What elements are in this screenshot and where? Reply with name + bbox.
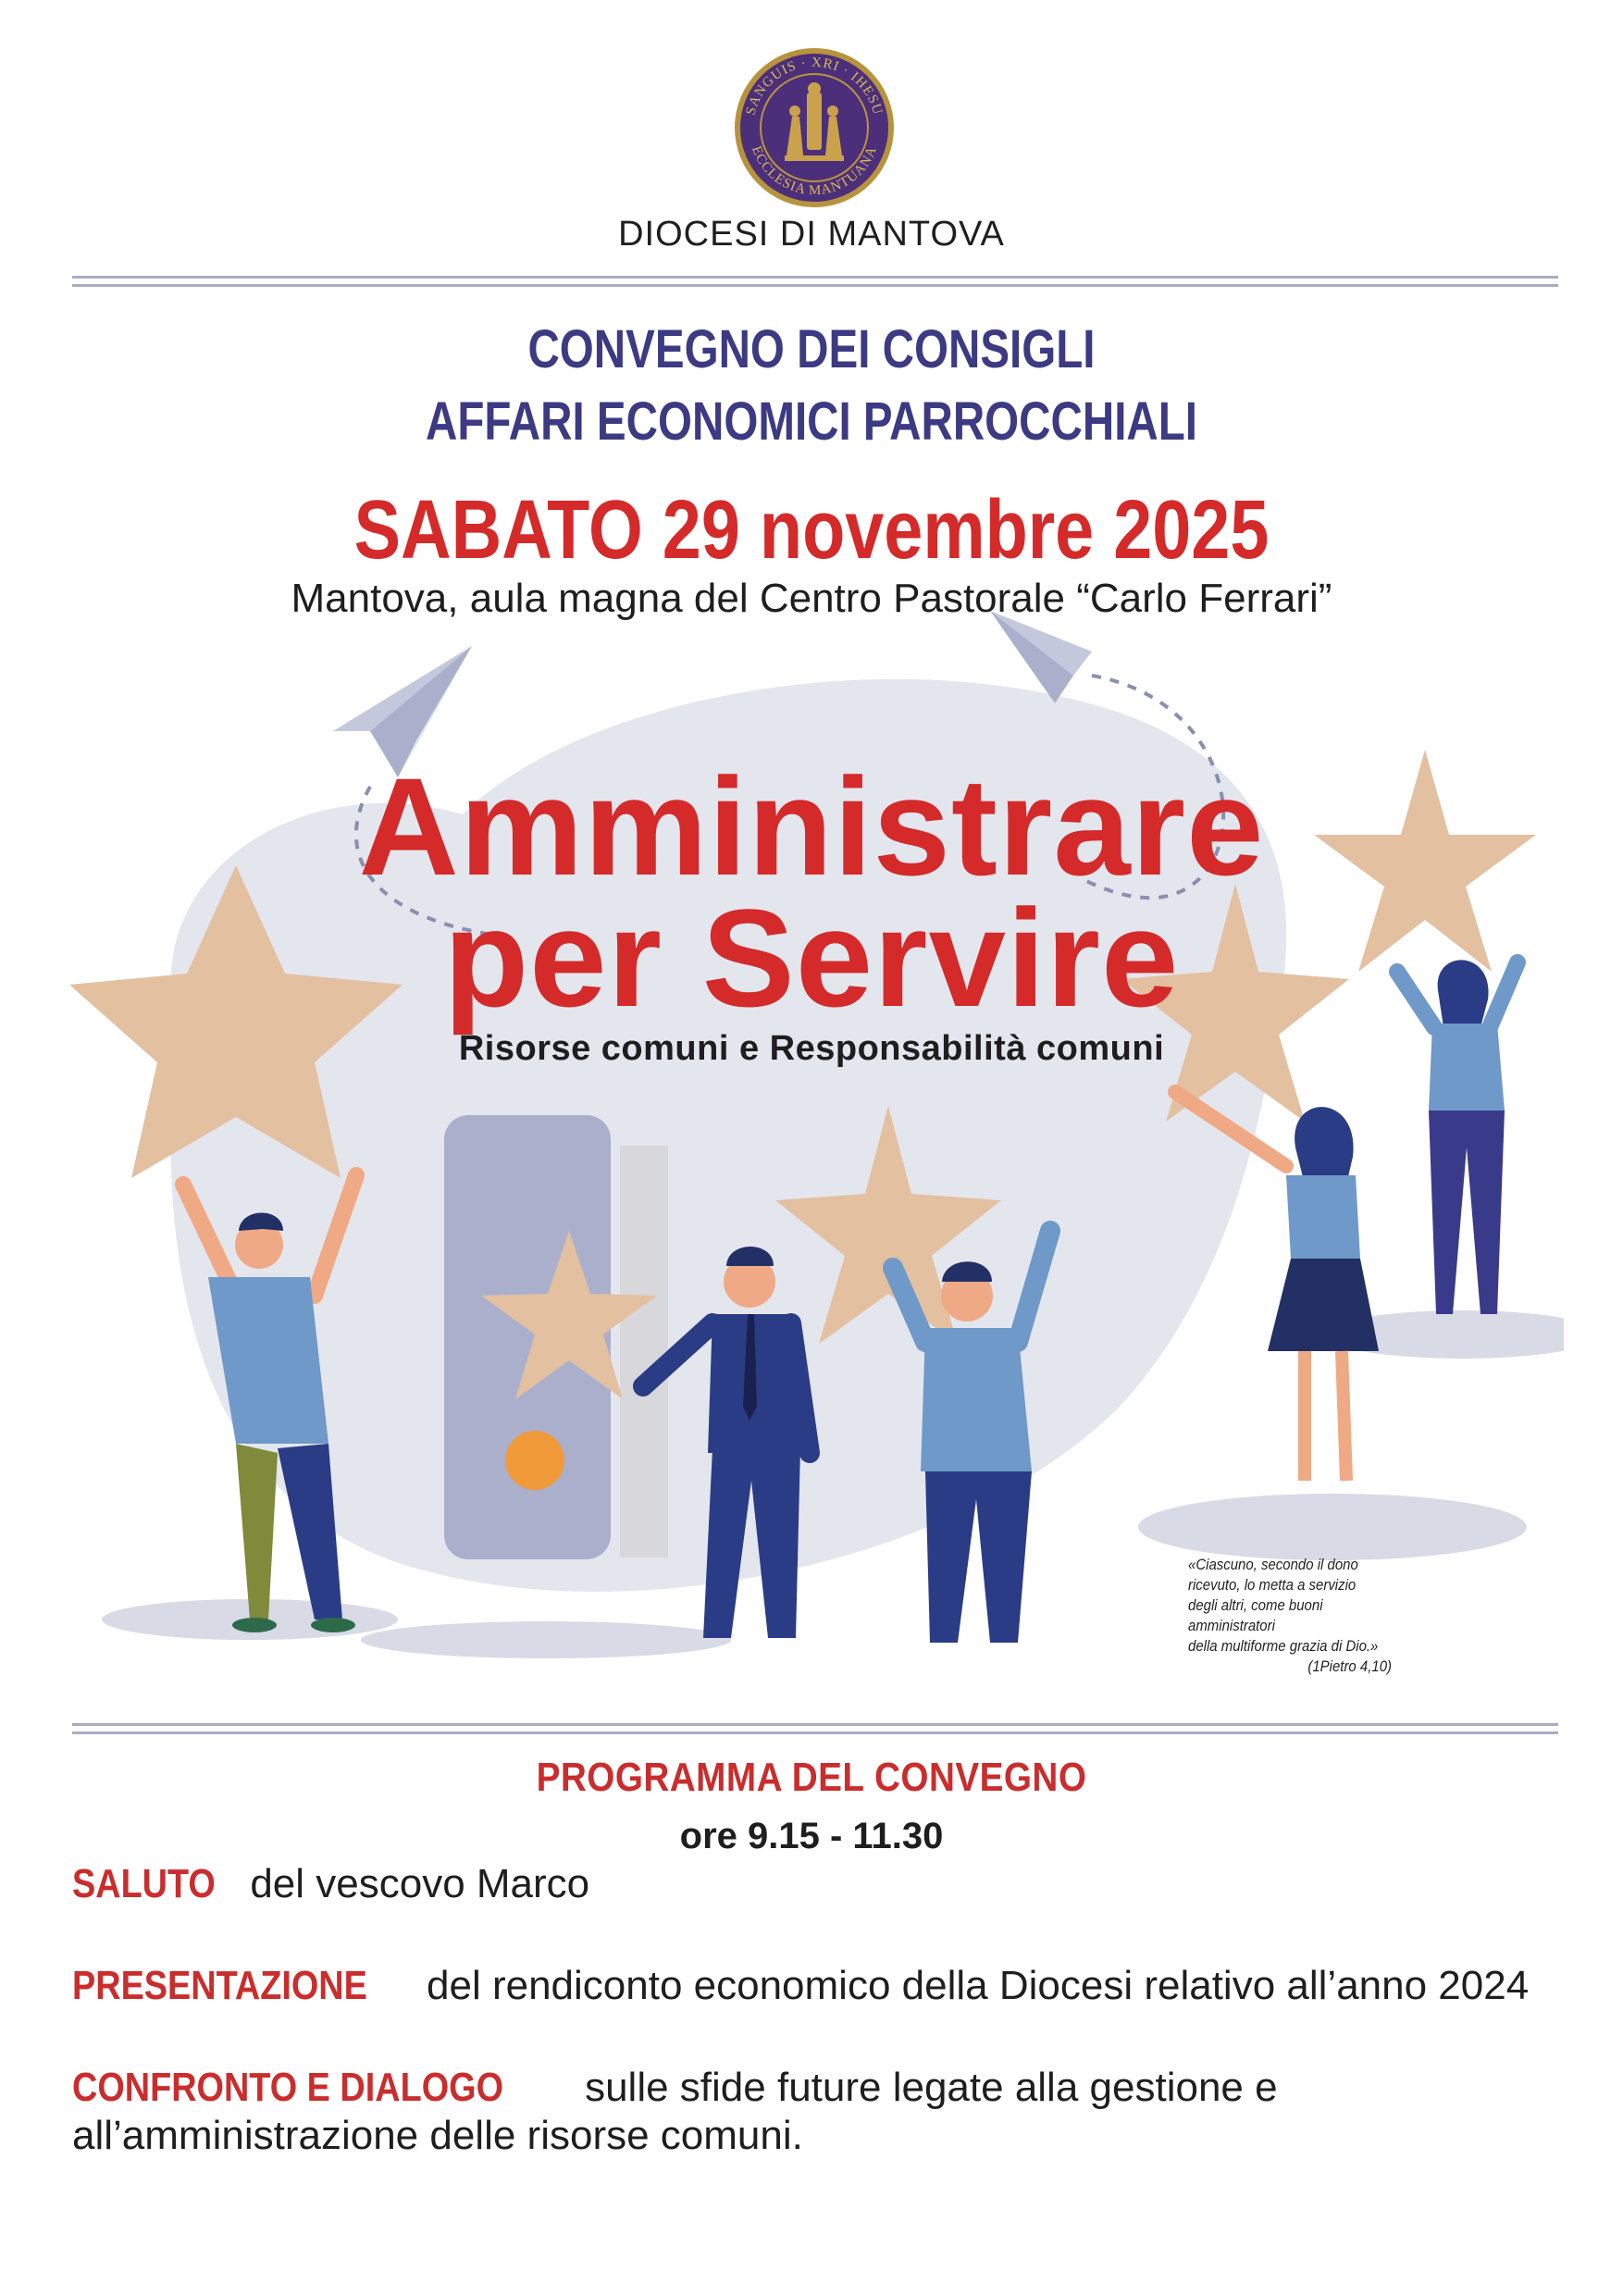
bible-quote	[1188, 1555, 1400, 1677]
hero-title-line2: per Servire	[443, 880, 1180, 1036]
svg-text:SANGUIS · XRI · IHESU: SANGUIS · XRI · IHESU	[743, 55, 886, 118]
quote-line: «Ciascuno, secondo il dono	[1188, 1556, 1358, 1573]
quote-line: della multiforme grazia di Dio.»	[1188, 1637, 1379, 1655]
program-item-keyword: CONFRONTO E DIALOGO	[72, 2065, 503, 2110]
event-venue: Mantova, aula magna del Centro Pastorale “Carlo Ferrari”	[291, 576, 1332, 621]
program-item-keyword: SALUTO	[72, 1861, 216, 1906]
program-time: ore 9.15 - 11.30	[679, 1816, 944, 1856]
diocese-name: DIOCESI DI MANTOVA	[618, 215, 1005, 254]
program-item-text: sulle sfide future legate alla gestione e all’amministrazione delle risorse comuni.	[72, 2065, 1278, 2158]
quote-line: amministratori	[1188, 1617, 1275, 1634]
quote-line: degli altri, come buoni	[1188, 1596, 1323, 1614]
program-item-text: del vescovo Marco	[239, 1861, 590, 1906]
svg-text:ECCLESIA MANTUANA: ECCLESIA MANTUANA	[748, 143, 881, 199]
divider-bottom	[72, 1723, 1558, 1734]
program-item	[72, 1962, 1571, 2010]
event-date: SABATO 29 novembre 2025	[353, 484, 1270, 577]
program-title: PROGRAMMA DEL CONVEGNO	[536, 1755, 1087, 1800]
program-item	[72, 2064, 1571, 2160]
hero-subtitle: Risorse comuni e Responsabilità comuni	[458, 1029, 1165, 1068]
quote-reference: (1Pietro 4,10)	[1307, 1657, 1392, 1675]
program-item-keyword: PRESENTAZIONE	[72, 1963, 367, 2008]
hero-title-line1: Amministrare	[358, 749, 1265, 904]
diocese-seal-logo	[731, 44, 898, 211]
event-title-line2: AFFARI ECONOMICI PARROCCHIALI	[425, 391, 1198, 452]
event-title-line1: CONVEGNO DEI CONSIGLI	[527, 319, 1096, 379]
quote-line: ricevuto, lo metta a servizio	[1188, 1576, 1357, 1594]
divider-top	[72, 276, 1558, 287]
program-item	[72, 1860, 1571, 1908]
program-item-text: del rendiconto economico della Diocesi relativo all’anno 2024	[415, 1963, 1530, 2008]
